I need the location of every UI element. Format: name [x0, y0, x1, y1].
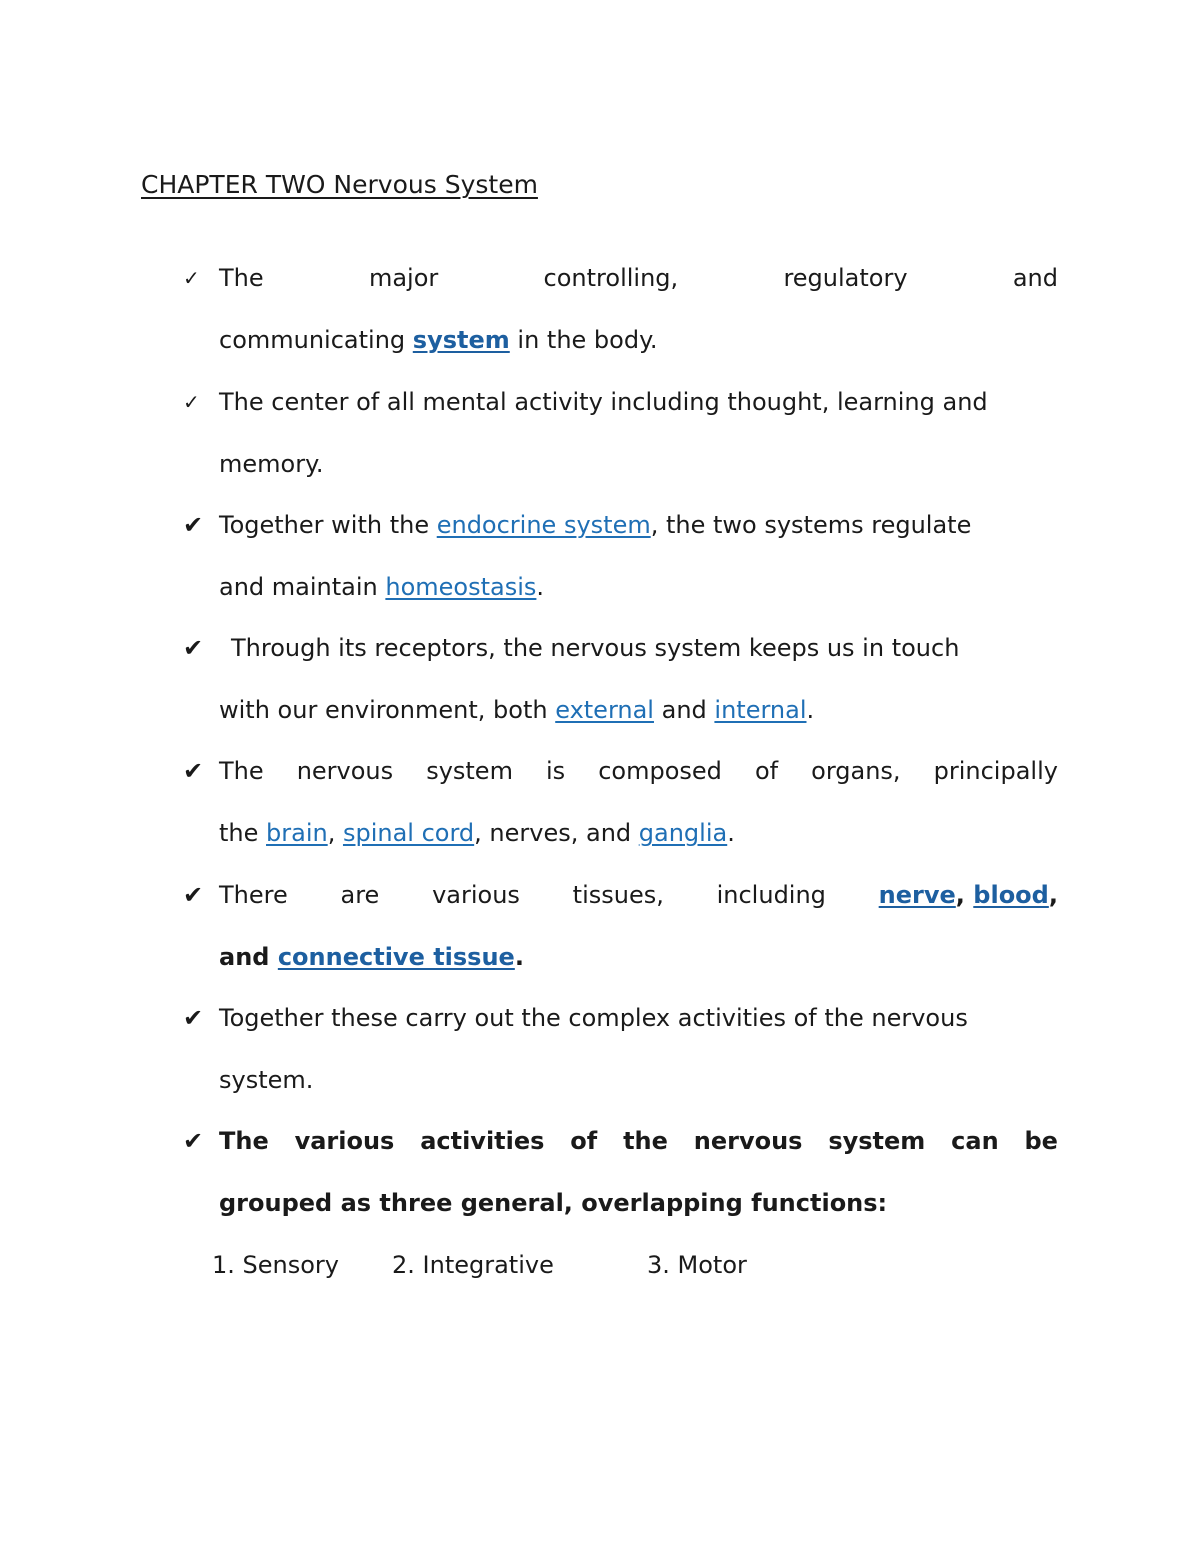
- check-icon: ✔: [183, 1127, 204, 1155]
- text: .: [536, 573, 545, 601]
- word: There: [219, 881, 288, 909]
- text: .: [806, 696, 815, 724]
- text: with our environment, both: [219, 696, 556, 724]
- check-icon: ✔: [183, 634, 204, 662]
- text: , nerves, and: [474, 819, 639, 847]
- word: tissues,: [572, 881, 664, 909]
- bullet-line: [219, 880, 1058, 910]
- bullet-line: [219, 325, 1058, 355]
- word: The: [219, 757, 264, 785]
- word: are: [340, 881, 380, 909]
- bullet-line: [219, 818, 1058, 848]
- text: ,: [327, 819, 343, 847]
- bullet-line: system.: [219, 1066, 314, 1094]
- text: communicating: [219, 326, 413, 354]
- bullet-line: [219, 695, 1058, 725]
- text: and: [653, 696, 715, 724]
- word: of: [754, 757, 779, 785]
- link-spinal-cord[interactable]: spinal cord: [342, 819, 475, 847]
- check-icon: ✔: [183, 511, 204, 539]
- tissue-links: [879, 880, 1058, 910]
- link-brain[interactable]: brain: [266, 819, 328, 847]
- bullet-line: memory.: [219, 450, 324, 478]
- word: activities: [420, 1127, 545, 1155]
- check-icon: ✓: [183, 266, 200, 290]
- word: The: [219, 264, 264, 292]
- word: principally: [933, 757, 1058, 785]
- word: nervous: [693, 1127, 803, 1155]
- link-ganglia[interactable]: ganglia: [638, 819, 728, 847]
- word: system: [426, 757, 513, 785]
- bullet-line: [219, 756, 1058, 786]
- word: major: [368, 264, 439, 292]
- link-endocrine-system[interactable]: endocrine system: [436, 511, 651, 539]
- word: organs,: [811, 757, 901, 785]
- word: of: [570, 1127, 598, 1155]
- text: , the two systems regulate: [650, 511, 972, 539]
- link-system[interactable]: system: [412, 326, 510, 354]
- word: the: [623, 1127, 668, 1155]
- text: ,: [1048, 881, 1058, 909]
- word: controlling,: [543, 264, 679, 292]
- word: various: [432, 881, 520, 909]
- word: including: [716, 881, 826, 909]
- link-blood[interactable]: blood: [973, 881, 1049, 909]
- check-icon: ✔: [183, 1004, 204, 1032]
- text: ,: [955, 881, 965, 909]
- link-homeostasis[interactable]: homeostasis: [385, 573, 537, 601]
- bullet-line: Through its receptors, the nervous system keeps us in touch: [231, 634, 960, 662]
- text: .: [514, 943, 524, 971]
- link-external[interactable]: external: [555, 696, 654, 724]
- link-connective-tissue[interactable]: connective tissue: [277, 943, 515, 971]
- word: various: [294, 1127, 395, 1155]
- function-sensory: 1. Sensory: [212, 1251, 339, 1279]
- bullet-line: [219, 942, 1058, 972]
- word: and: [1012, 264, 1058, 292]
- function-motor: 3. Motor: [647, 1251, 747, 1279]
- text: the: [219, 819, 267, 847]
- word: be: [1024, 1127, 1058, 1155]
- link-internal[interactable]: internal: [714, 696, 807, 724]
- word: composed: [598, 757, 722, 785]
- word: system: [828, 1127, 926, 1155]
- check-icon: ✔: [183, 881, 204, 909]
- bullet-line: Together these carry out the complex activities of the nervous: [219, 1004, 968, 1032]
- word: can: [951, 1127, 999, 1155]
- bullet-line: [219, 510, 1058, 540]
- bullet-line: [219, 263, 1058, 293]
- link-nerve[interactable]: nerve: [878, 881, 956, 909]
- page-title: CHAPTER TWO Nervous System: [141, 170, 538, 199]
- check-icon: ✓: [183, 390, 200, 414]
- word: regulatory: [783, 264, 908, 292]
- bullet-line: The center of all mental activity including thought, learning and: [219, 388, 988, 416]
- function-integrative: 2. Integrative: [392, 1251, 554, 1279]
- check-icon: ✔: [183, 757, 204, 785]
- text: in the body.: [509, 326, 658, 354]
- text: and maintain: [219, 573, 386, 601]
- word: The: [219, 1127, 269, 1155]
- text: and: [219, 943, 278, 971]
- text: Together with the: [219, 511, 437, 539]
- bullet-line: [219, 572, 1058, 602]
- text: .: [727, 819, 735, 847]
- word: nervous: [296, 757, 394, 785]
- word: is: [546, 757, 566, 785]
- bullet-line: grouped as three general, overlapping functions:: [219, 1189, 888, 1217]
- bullet-line: [219, 1126, 1058, 1156]
